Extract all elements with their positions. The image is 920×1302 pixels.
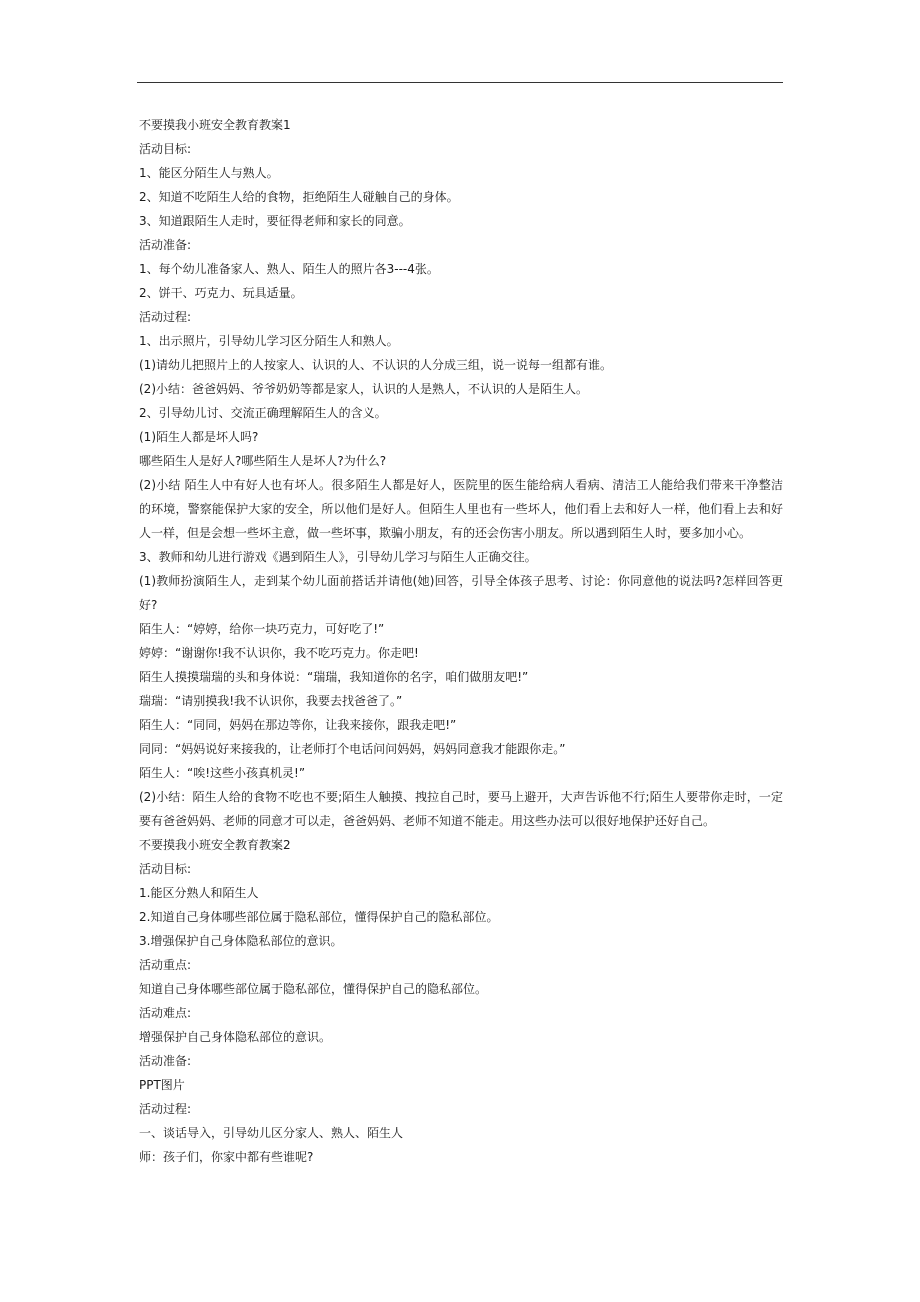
section-heading-process: 活动过程:: [139, 310, 192, 324]
goal-item: 3、知道跟陌生人走时，要征得老师和家长的同意。: [139, 214, 411, 228]
process-text: 哪些陌生人是好人?哪些陌生人是坏人?为什么?: [139, 454, 387, 468]
difficulty-text: 增强保护自己身体隐私部位的意识。: [139, 1030, 332, 1044]
goal-item: 2、知道不吃陌生人给的食物，拒绝陌生人碰触自己的身体。: [139, 190, 459, 204]
lesson-2-title: 不要摸我小班安全教育教案2: [139, 838, 291, 852]
section-heading-preparation: 活动准备:: [139, 1054, 192, 1068]
goal-item: 1、能区分陌生人与熟人。: [139, 166, 279, 180]
process-step: 2、引导幼儿讨、交流正确理解陌生人的含义。: [139, 406, 387, 420]
section-heading-key-point: 活动重点:: [139, 958, 192, 972]
section-heading-goals: 活动目标:: [139, 862, 192, 876]
goal-item: 1.能区分熟人和陌生人: [139, 886, 259, 900]
summary-paragraph: (2)小结 陌生人中有好人也有坏人。很多陌生人都是好人，医院里的医生能给病人看病、清洁工人能给我们带来干净整洁的环境，警察能保护大家的安全，所以他们是好人。但陌生人里也有一些坏人，他们看上去和好人一样，他们看上去和好人一样，但是会想一些坏主意，做一些坏事，欺骗小朋友，有的还会伤害小朋友。所以遇到陌生人时，要多加小心。: [139, 478, 783, 540]
dialogue-line: 师：孩子们，你家中都有些谁呢?: [139, 1150, 314, 1164]
process-step: 一、谈话导入，引导幼儿区分家人、熟人、陌生人: [139, 1126, 404, 1140]
dialogue-line: 瑞瑞：“请别摸我!我不认识你，我要去找爸爸了。”: [139, 694, 403, 708]
document-body: [139, 113, 783, 1169]
section-heading-difficulty: 活动难点:: [139, 1006, 192, 1020]
summary-paragraph: (2)小结：陌生人给的食物不吃也不要;陌生人触摸、拽拉自己时，要马上避开，大声告诉他不行;陌生人要带你走时，一定要有爸爸妈妈、老师的同意才可以走，爸爸妈妈、老师不知道不能走。用这些办法可以很好地保护还好自己。: [139, 790, 783, 828]
dialogue-line: 陌生人：“唉!这些小孩真机灵!”: [139, 766, 306, 780]
goal-item: 3.增强保护自己身体隐私部位的意识。: [139, 934, 343, 948]
process-step: 3、教师和幼儿进行游戏《遇到陌生人》，引导幼儿学习与陌生人正确交往。: [139, 550, 537, 564]
dialogue-line: 陌生人摸摸瑞瑞的头和身体说：“瑞瑞，我知道你的名字，咱们做朋友吧!”: [139, 670, 529, 684]
dialogue-line: 同同：“妈妈说好来接我的，让老师打个电话问问妈妈，妈妈同意我才能跟你走。”: [139, 742, 566, 756]
section-heading-goals: 活动目标:: [139, 142, 192, 156]
section-heading-process: 活动过程:: [139, 1102, 192, 1116]
process-substep: (1)陌生人都是坏人吗?: [139, 430, 259, 444]
header-rule: [137, 82, 783, 83]
key-point-text: 知道自己身体哪些部位属于隐私部位，懂得保护自己的隐私部位。: [139, 982, 488, 996]
section-heading-preparation: 活动准备:: [139, 238, 192, 252]
dialogue-line: 陌生人：“同同，妈妈在那边等你，让我来接你，跟我走吧!”: [139, 718, 457, 732]
goal-item: 2.知道自己身体哪些部位属于隐私部位，懂得保护自己的隐私部位。: [139, 910, 499, 924]
process-substep: (1)教师扮演陌生人，走到某个幼儿面前搭话并请他(她)回答，引导全体孩子思考、讨论：你同意他的说法吗?怎样回答更好?: [139, 574, 783, 612]
dialogue-line: 婷婷：“谢谢你!我不认识你，我不吃巧克力。你走吧!: [139, 646, 419, 660]
dialogue-line: 陌生人：“婷婷，给你一块巧克力，可好吃了!”: [139, 622, 385, 636]
process-substep: (2)小结：爸爸妈妈、爷爷奶奶等都是家人，认识的人是熟人，不认识的人是陌生人。: [139, 382, 589, 396]
lesson-1-title: 不要摸我小班安全教育教案1: [139, 118, 291, 132]
preparation-item: PPT图片: [139, 1078, 185, 1092]
preparation-item: 2、饼干、巧克力、玩具适量。: [139, 286, 303, 300]
process-step: 1、出示照片，引导幼儿学习区分陌生人和熟人。: [139, 334, 399, 348]
process-substep: (1)请幼儿把照片上的人按家人、认识的人、不认识的人分成三组，说一说每一组都有谁。: [139, 358, 613, 372]
preparation-item: 1、每个幼儿准备家人、熟人、陌生人的照片各3---4张。: [139, 262, 439, 276]
